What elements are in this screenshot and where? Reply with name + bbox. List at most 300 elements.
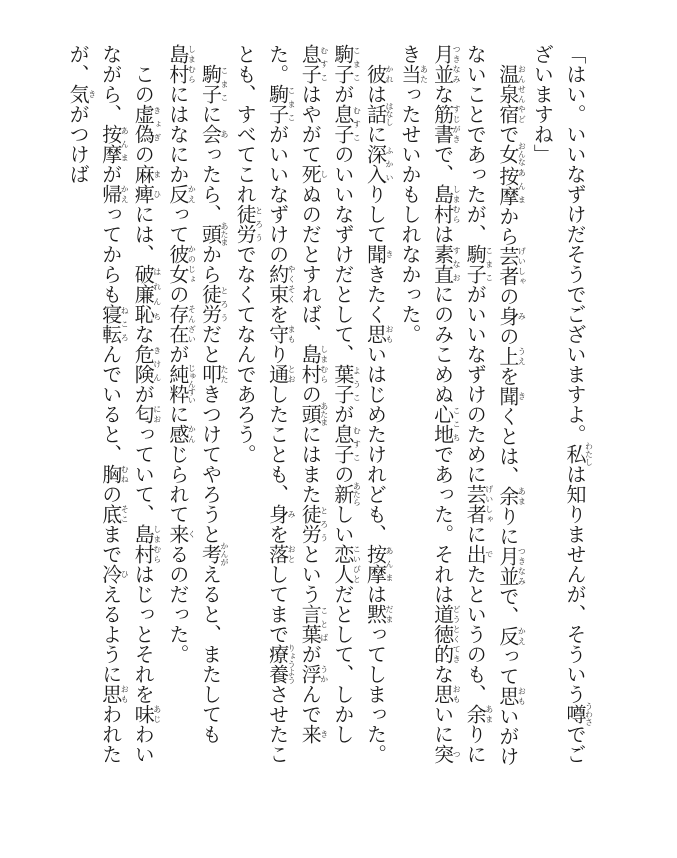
ruby-base: 頭 bbox=[198, 222, 223, 246]
ruby-word bbox=[98, 184, 130, 204]
text-run: いはじめたけれども、 bbox=[363, 344, 388, 544]
ruby-word bbox=[330, 482, 362, 506]
ruby-word bbox=[265, 84, 297, 124]
ruby-word bbox=[165, 524, 197, 544]
ruby-word bbox=[463, 544, 494, 564]
ruby-base: 温泉宿 bbox=[495, 64, 520, 124]
ruby-base: 落 bbox=[265, 544, 290, 564]
ruby-base: 当 bbox=[398, 64, 423, 84]
ruby-base: 突 bbox=[430, 744, 455, 764]
text-run: の bbox=[165, 284, 190, 304]
text-run: はじっとそれを bbox=[131, 564, 156, 704]
text-run: わいながら、 bbox=[98, 44, 156, 764]
ruby-base: 彼女 bbox=[165, 244, 190, 284]
furigana: おんせんやど bbox=[517, 64, 527, 124]
furigana: きけん bbox=[152, 344, 162, 384]
ruby-word bbox=[330, 424, 362, 464]
ruby-base: 匂 bbox=[131, 404, 156, 424]
ruby-word bbox=[495, 386, 527, 406]
furigana: たた bbox=[219, 364, 229, 384]
ruby-base: 寝転 bbox=[98, 304, 123, 344]
ruby-word bbox=[563, 442, 594, 466]
ruby-base: 浮 bbox=[298, 664, 323, 684]
ruby-base: 冷 bbox=[98, 564, 123, 584]
furigana: とろう bbox=[254, 204, 264, 244]
ruby-word bbox=[198, 542, 229, 566]
furigana: ひ bbox=[120, 564, 130, 584]
ruby-base: 来 bbox=[165, 524, 190, 544]
text-run: な bbox=[430, 664, 455, 684]
text-run: まで bbox=[98, 524, 123, 564]
text-run: だと bbox=[198, 324, 223, 364]
furigana: あた bbox=[419, 64, 429, 84]
text-run: ったせいかもしれなかった。 bbox=[398, 84, 423, 344]
furigana: むすこ bbox=[319, 44, 329, 84]
ruby-base: 身 bbox=[495, 306, 520, 326]
ruby-word bbox=[131, 344, 162, 384]
text-run: の bbox=[495, 326, 520, 346]
ruby-base: 筋書 bbox=[430, 104, 455, 144]
furigana: げいしゃ bbox=[517, 246, 527, 286]
furigana: き bbox=[87, 84, 97, 104]
furigana: とろう bbox=[219, 284, 229, 324]
furigana: おも bbox=[452, 684, 462, 704]
ruby-base: 純粋 bbox=[165, 364, 190, 404]
text-run: えるように bbox=[98, 584, 123, 684]
furigana: やくそく bbox=[287, 264, 297, 304]
ruby-base: 葉子 bbox=[330, 364, 355, 404]
text-run: で、 bbox=[430, 144, 455, 184]
furigana: はれんち bbox=[152, 264, 162, 324]
ruby-word bbox=[363, 324, 394, 344]
text-run: が bbox=[131, 384, 156, 404]
text-run: きつけてやろうと bbox=[198, 384, 223, 544]
ruby-base: 深入 bbox=[363, 144, 388, 184]
furigana: つ bbox=[452, 744, 462, 764]
furigana: わたし bbox=[584, 442, 594, 466]
text-run: を bbox=[495, 366, 520, 386]
furigana: こまこ bbox=[219, 64, 229, 104]
ruby-base: 駒子 bbox=[330, 44, 355, 84]
furigana: こいびと bbox=[352, 544, 362, 584]
furigana: しまむら bbox=[187, 44, 197, 84]
ruby-word bbox=[463, 244, 494, 284]
ruby-base: 感 bbox=[165, 424, 190, 444]
ruby-base: 道徳的 bbox=[430, 604, 455, 664]
text-run: に bbox=[165, 404, 190, 424]
text-run: が bbox=[165, 344, 190, 364]
paragraph-onsen bbox=[393, 44, 525, 774]
text-run: りに bbox=[463, 724, 488, 764]
text-run: は bbox=[363, 584, 388, 604]
ruby-word bbox=[265, 644, 297, 684]
ruby-base: 芸者 bbox=[495, 246, 520, 286]
ruby-base: 身 bbox=[265, 504, 290, 524]
ruby-word bbox=[98, 304, 130, 344]
text-run: させたことも、すべてこれ bbox=[233, 44, 290, 764]
text-run: にのみこめぬ bbox=[430, 284, 455, 404]
text-run: の bbox=[495, 286, 520, 306]
ruby-word bbox=[298, 664, 329, 684]
ruby-word bbox=[298, 604, 329, 644]
furigana: だま bbox=[384, 604, 394, 624]
ruby-base: 芸者 bbox=[463, 484, 488, 524]
ruby-base: 徒労 bbox=[198, 284, 223, 324]
paragraph-kyogi bbox=[62, 44, 162, 774]
ruby-base: 死 bbox=[298, 164, 323, 184]
furigana: にお bbox=[152, 404, 162, 424]
text-run: から bbox=[495, 206, 520, 246]
text-run: んで bbox=[298, 684, 323, 724]
furigana: あたま bbox=[319, 402, 329, 426]
furigana: まひ bbox=[152, 164, 162, 204]
text-run: を bbox=[265, 524, 290, 544]
ruby-base: 駒子 bbox=[198, 64, 223, 104]
furigana: そんざい bbox=[187, 304, 197, 344]
ruby-base: 余 bbox=[495, 486, 520, 506]
ruby-base: 反 bbox=[495, 626, 520, 646]
ruby-word bbox=[165, 364, 197, 404]
furigana: うえ bbox=[517, 346, 527, 366]
text-run: が bbox=[98, 164, 123, 184]
furigana: しまむら bbox=[319, 344, 329, 384]
ruby-base: 来 bbox=[298, 724, 323, 744]
ruby-word bbox=[495, 626, 527, 646]
text-run: は知りませんが、そういう bbox=[563, 464, 587, 704]
ruby-base: 虚偽 bbox=[131, 104, 156, 144]
ruby-base: 女 bbox=[495, 142, 520, 166]
furigana: かん bbox=[187, 424, 197, 444]
ruby-word bbox=[430, 744, 462, 764]
text-run: がつけば bbox=[66, 104, 91, 184]
ruby-word bbox=[398, 64, 429, 84]
ruby-word bbox=[495, 64, 527, 124]
ruby-base: 彼 bbox=[363, 64, 388, 84]
ruby-base: 私 bbox=[563, 442, 587, 466]
ruby-word bbox=[298, 164, 329, 184]
furigana: かえ bbox=[517, 626, 527, 646]
text-run: が bbox=[298, 644, 323, 664]
text-run: 「はい。いいなずけだそうでございますよ。 bbox=[563, 44, 587, 444]
furigana: そこ bbox=[120, 504, 130, 524]
furigana: み bbox=[517, 306, 527, 326]
text-run: は bbox=[363, 84, 388, 104]
ruby-word bbox=[363, 244, 394, 264]
ruby-word bbox=[98, 504, 130, 524]
ruby-base: 按摩 bbox=[98, 124, 123, 164]
furigana: あま bbox=[484, 704, 494, 724]
text-run: がいいなずけの bbox=[265, 124, 290, 264]
ruby-base: 胸 bbox=[98, 464, 123, 484]
ruby-word bbox=[198, 64, 229, 104]
text-run: んでいると、 bbox=[98, 344, 123, 464]
text-run: この bbox=[131, 64, 156, 104]
ruby-base: 余 bbox=[463, 704, 488, 724]
text-run: りして bbox=[363, 184, 388, 244]
ruby-base: 考 bbox=[198, 542, 223, 566]
furigana: ことば bbox=[319, 604, 329, 644]
text-run: ってしまった。 bbox=[363, 624, 388, 764]
ruby-word bbox=[165, 304, 197, 344]
text-run: って bbox=[495, 646, 520, 686]
furigana: おも bbox=[384, 324, 394, 344]
ruby-word bbox=[298, 402, 329, 426]
furigana: りょうよう bbox=[287, 644, 297, 684]
furigana: うわさ bbox=[584, 702, 594, 726]
ruby-word bbox=[265, 364, 297, 384]
ruby-word bbox=[298, 504, 329, 544]
ruby-base: 駒子 bbox=[265, 84, 290, 124]
ruby-word bbox=[265, 544, 297, 564]
text-run: っていて、 bbox=[131, 424, 156, 524]
furigana: おも bbox=[517, 686, 527, 706]
furigana: つきなみ bbox=[517, 546, 527, 586]
text-run: してまで bbox=[265, 564, 290, 644]
ruby-base: 言葉 bbox=[298, 604, 323, 644]
text-run: じられて bbox=[165, 444, 190, 524]
ruby-base: 島村 bbox=[131, 524, 156, 564]
ruby-word bbox=[98, 684, 130, 704]
furigana: うか bbox=[319, 664, 329, 684]
furigana: おも bbox=[120, 684, 130, 704]
text-run: いがけないことであったが、 bbox=[463, 44, 520, 766]
ruby-base: 按摩 bbox=[495, 166, 520, 206]
ruby-word bbox=[131, 524, 162, 564]
ruby-word bbox=[430, 184, 462, 224]
ruby-base: 新 bbox=[330, 482, 355, 506]
ruby-base: 駒子 bbox=[463, 244, 488, 284]
ruby-word bbox=[131, 704, 162, 724]
furigana: き bbox=[319, 724, 329, 744]
text-run: に bbox=[363, 124, 388, 144]
ruby-base: 守 bbox=[265, 324, 290, 344]
text-run: で bbox=[495, 124, 520, 144]
text-run: きたく bbox=[363, 264, 388, 324]
furigana: すじがき bbox=[452, 104, 462, 144]
text-run: ぬのだとすれば、 bbox=[298, 184, 323, 344]
ruby-base: 気 bbox=[66, 84, 91, 104]
furigana: あま bbox=[517, 486, 527, 506]
ruby-word bbox=[430, 604, 462, 664]
ruby-word bbox=[495, 346, 527, 366]
text-run: ってからも bbox=[98, 204, 123, 304]
paragraph-komako bbox=[161, 44, 228, 774]
text-run: には、 bbox=[131, 204, 156, 264]
ruby-word bbox=[198, 364, 229, 384]
ruby-base: 月並 bbox=[430, 44, 455, 84]
ruby-word bbox=[265, 504, 297, 524]
furigana: ふかい bbox=[384, 144, 394, 184]
ruby-word bbox=[563, 702, 594, 726]
furigana: かれ bbox=[384, 64, 394, 84]
furigana: し bbox=[319, 164, 329, 184]
furigana: こまこ bbox=[352, 44, 362, 84]
text-run: から bbox=[198, 244, 223, 284]
ruby-word bbox=[131, 164, 162, 204]
text-run: でございますね」 bbox=[530, 44, 587, 764]
text-run: な bbox=[430, 84, 455, 104]
ruby-word bbox=[430, 44, 462, 84]
ruby-base: 思 bbox=[363, 324, 388, 344]
ruby-base: 聞 bbox=[495, 386, 520, 406]
text-run: のいいなずけだとして、 bbox=[330, 144, 355, 364]
ruby-word bbox=[363, 544, 394, 584]
furigana: こまこ bbox=[287, 84, 297, 124]
ruby-word bbox=[330, 104, 362, 144]
text-run: で、 bbox=[495, 586, 520, 626]
ruby-word bbox=[198, 222, 229, 246]
paragraph-dialogue bbox=[526, 44, 593, 774]
ruby-word bbox=[363, 604, 394, 624]
ruby-word bbox=[198, 284, 229, 324]
furigana: ねころ bbox=[120, 304, 130, 344]
ruby-base: 噂 bbox=[563, 702, 587, 726]
ruby-word bbox=[265, 264, 297, 304]
text-run: が bbox=[330, 84, 355, 104]
text-run: えると、またしても bbox=[198, 564, 223, 744]
ruby-word bbox=[495, 166, 527, 206]
furigana: あじ bbox=[152, 704, 162, 724]
ruby-word bbox=[233, 204, 264, 244]
ruby-word bbox=[131, 104, 162, 144]
ruby-base: 思 bbox=[430, 684, 455, 704]
furigana: あんま bbox=[384, 544, 394, 584]
ruby-word bbox=[430, 684, 462, 704]
ruby-base: 破廉恥 bbox=[131, 264, 156, 324]
text-run: き bbox=[398, 44, 423, 64]
ruby-base: 頭 bbox=[298, 402, 323, 426]
ruby-base: 反 bbox=[165, 184, 190, 204]
text-run: だとして、しかし bbox=[330, 584, 355, 744]
text-run: いに bbox=[430, 704, 455, 744]
ruby-base: 思 bbox=[98, 684, 123, 704]
furigana: しまむら bbox=[152, 524, 162, 564]
ruby-word bbox=[430, 404, 462, 444]
ruby-word bbox=[463, 484, 494, 524]
furigana: すなお bbox=[452, 244, 462, 284]
text-run: の bbox=[330, 464, 355, 484]
ruby-base: 恋人 bbox=[330, 544, 355, 584]
ruby-word bbox=[495, 142, 527, 166]
text-run: がいいなずけのために bbox=[463, 284, 488, 484]
ruby-word bbox=[165, 44, 197, 84]
ruby-base: 素直 bbox=[430, 244, 455, 284]
ruby-base: 出 bbox=[463, 544, 488, 564]
ruby-base: 徒労 bbox=[298, 504, 323, 544]
ruby-word bbox=[330, 544, 362, 584]
furigana: み bbox=[287, 504, 297, 524]
text-run: りに bbox=[495, 506, 520, 546]
text-run: な bbox=[131, 324, 156, 344]
ruby-word bbox=[363, 144, 394, 184]
ruby-word bbox=[165, 424, 197, 444]
furigana: あんま bbox=[120, 124, 130, 164]
furigana: おと bbox=[287, 544, 297, 564]
ruby-word bbox=[495, 486, 527, 506]
text-run: はやがて bbox=[298, 84, 323, 164]
ruby-word bbox=[495, 246, 527, 286]
furigana: あたま bbox=[219, 222, 229, 246]
paragraph-hanashi bbox=[228, 44, 393, 774]
ruby-base: 黙 bbox=[363, 604, 388, 624]
text-run: って bbox=[165, 204, 190, 244]
ruby-base: 心地 bbox=[430, 404, 455, 444]
text-run: は bbox=[430, 224, 455, 244]
ruby-word bbox=[298, 44, 329, 84]
furigana: げいしゃ bbox=[484, 484, 494, 524]
text-run: た。 bbox=[265, 44, 290, 84]
vertical-text-block bbox=[62, 44, 594, 774]
text-run: にはなにか bbox=[165, 84, 190, 184]
text-run: の bbox=[298, 384, 323, 404]
furigana: かのじょ bbox=[187, 244, 197, 284]
text-run: に bbox=[463, 524, 488, 544]
text-run: ったら、 bbox=[198, 144, 223, 224]
ruby-base: 叩 bbox=[198, 364, 223, 384]
ruby-base: 息子 bbox=[330, 104, 355, 144]
ruby-word bbox=[198, 124, 229, 144]
text-run: くとは、 bbox=[495, 406, 520, 486]
ruby-word bbox=[66, 84, 97, 104]
furigana: おんな bbox=[517, 142, 527, 166]
text-run: にはまた bbox=[298, 424, 323, 504]
text-run: に bbox=[198, 104, 223, 124]
ruby-word bbox=[98, 564, 130, 584]
ruby-base: 危険 bbox=[131, 344, 156, 384]
ruby-base: 存在 bbox=[165, 304, 190, 344]
ruby-word bbox=[463, 704, 494, 724]
furigana: とろう bbox=[319, 504, 329, 544]
ruby-base: 上 bbox=[495, 346, 520, 366]
text-run: しい bbox=[330, 504, 355, 544]
ruby-base: 按摩 bbox=[363, 544, 388, 584]
text-run: したことも、 bbox=[265, 384, 290, 504]
furigana: しまむら bbox=[452, 184, 462, 224]
furigana: きょぎ bbox=[152, 104, 162, 144]
text-run: が bbox=[330, 404, 355, 424]
text-run: の bbox=[131, 144, 156, 164]
ruby-base: 島村 bbox=[298, 344, 323, 384]
furigana: むすこ bbox=[352, 424, 362, 464]
furigana: で bbox=[484, 544, 494, 564]
text-run: われたが、 bbox=[66, 44, 123, 764]
ruby-base: 息子 bbox=[330, 424, 355, 464]
text-run: たというのも、 bbox=[463, 564, 488, 704]
furigana: ここち bbox=[452, 404, 462, 444]
furigana: き bbox=[384, 244, 394, 264]
ruby-word bbox=[298, 724, 329, 744]
furigana: かんが bbox=[219, 542, 229, 566]
furigana: あ bbox=[219, 124, 229, 144]
ruby-base: 会 bbox=[198, 124, 223, 144]
text-run: るのだった。 bbox=[165, 544, 190, 664]
furigana: ようこ bbox=[352, 364, 362, 404]
ruby-word bbox=[495, 546, 527, 586]
furigana: どうとくてき bbox=[452, 604, 462, 664]
furigana: かえ bbox=[187, 184, 197, 204]
text-run: を bbox=[265, 304, 290, 324]
ruby-base: 思 bbox=[495, 686, 520, 706]
ruby-word bbox=[298, 344, 329, 384]
ruby-word bbox=[98, 464, 130, 484]
text-run: の bbox=[98, 484, 123, 504]
ruby-word bbox=[131, 404, 162, 424]
ruby-word bbox=[430, 244, 462, 284]
ruby-word bbox=[330, 44, 362, 84]
ruby-base: 聞 bbox=[363, 244, 388, 264]
text-run: であった。それは bbox=[430, 444, 455, 604]
ruby-base: 帰 bbox=[98, 184, 123, 204]
